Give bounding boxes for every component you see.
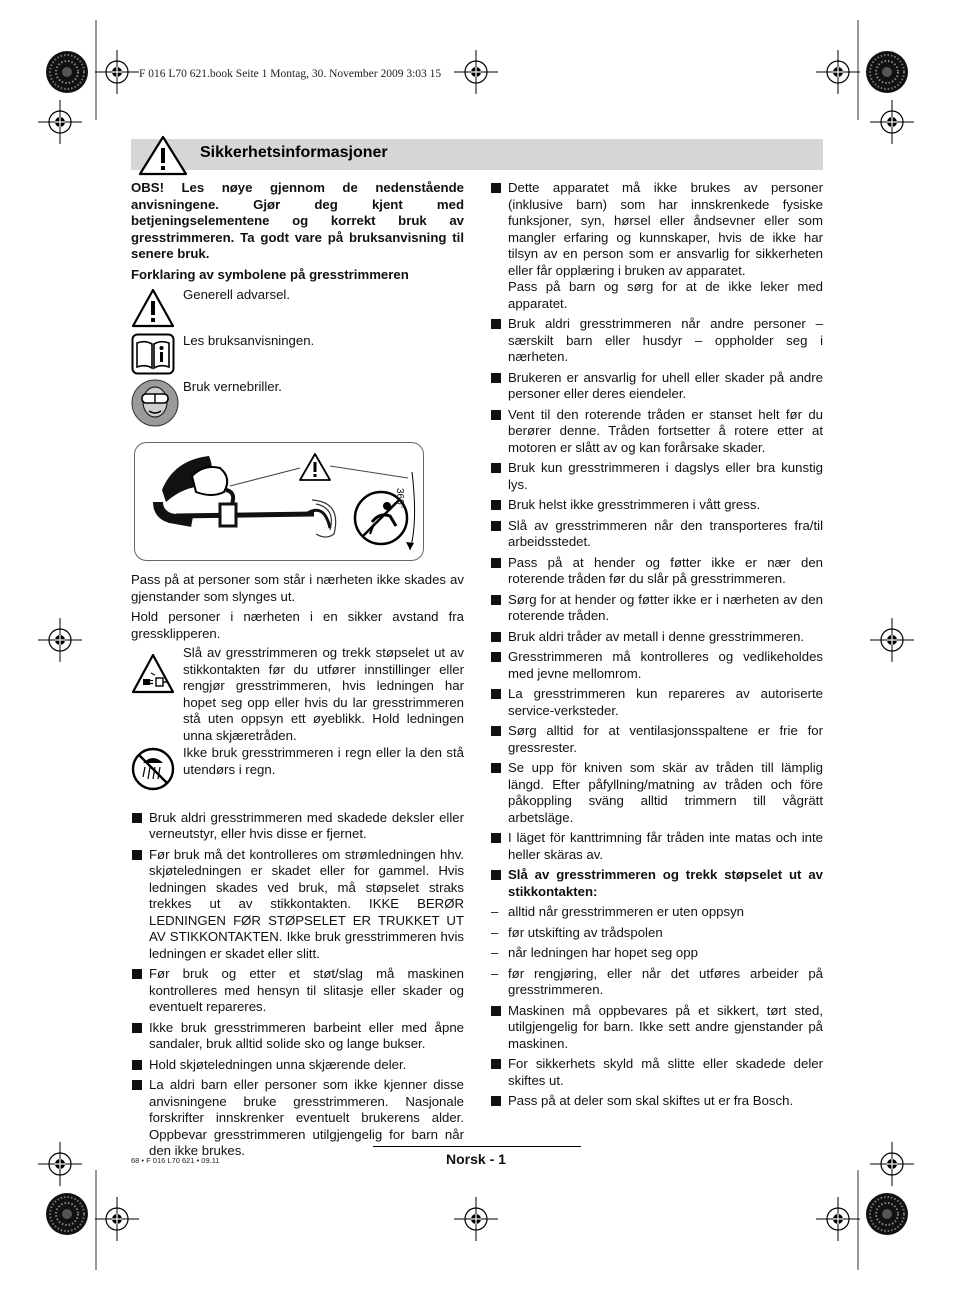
symbol-row [131, 379, 464, 435]
list-item: Ikke bruk gresstrimmeren barbeint eller med åpne sandaler, bruk alltid solide sko og lange bukser. [131, 1020, 464, 1053]
no-rain-icon [131, 747, 175, 791]
list-item: Før bruk og etter et støt/slag må maskinen kontrolleres med hensyn til slitasje eller skader og eventuelt repareres. [131, 966, 464, 1016]
list-item: Pass på at deler som skal skiftes ut er fra Bosch. [490, 1093, 823, 1110]
left-column [131, 180, 464, 1164]
list-item: Dette apparatet må ikke brukes av personer (inklusive barn) som har innskrenkede fysiske funksjoner, syn, hørsel eller åndsevner eller som mangler erfaring og kunnskaper, hvis de ikke har tilsyn av en person som er ansvarlig for sikkerheten eller får opplæring i bruken av apparatet. [490, 180, 823, 279]
list-item-bold: Slå av gresstrimmeren og trekk støpselet ut av stikkontakten: [490, 867, 823, 900]
rain-warning [131, 745, 464, 796]
rotation-angle-label: 360° [394, 488, 405, 509]
dash-item: – når ledningen har hopet seg opp [490, 945, 823, 962]
children-note: Pass på barn og sørg for at de ikke leker med apparatet. [508, 279, 823, 311]
list-item: Gresstrimmeren må kontrolleres og vedlikeholdes med jevne mellomrom. [490, 649, 823, 682]
symbol-row [131, 287, 464, 333]
symbol-text: Bruk vernebriller. [183, 379, 282, 394]
list-item: Pass på at hender og føtter ikke er nær den roterende tråden før du slår på gresstrimmeren. [490, 555, 823, 588]
goggles-icon [131, 379, 179, 427]
list-item: Se upp för kniven som skär av tråden till lämplig längd. Efter påfyllning/matning av tråden och före påkoppling sväng alltid trimmern till vågrätt arbetsläge. [490, 760, 823, 826]
trimmer-illustration [134, 442, 430, 562]
list-item: Bruk kun gresstrimmeren i dagslys eller bra kunstig lys. [490, 460, 823, 493]
list-item: Bruk aldri tråder av metall i denne gresstrimmeren. [490, 629, 823, 646]
list-item: Brukeren er ansvarlig for uhell eller skader på andre personer eller deres eiendeler. [490, 370, 823, 403]
paragraph: Hold personer i nærheten i en sikker avstand fra gressklipperen. [131, 609, 464, 641]
list-item: Bruk aldri gresstrimmeren når andre personer – særskilt barn eller husdyr – oppholder seg i nærheten. [490, 316, 823, 366]
intro-text: OBS! Les nøye gjennom de nedenstående anvisningene. Gjør deg kjent med betjeningselementene og korrekt bruk av gresstrimmeren. Ta godt vare på bruksanvisning til senere bruk. [131, 180, 464, 261]
list-item: Sørg alltid for at ventilasjonsspaltene er frie for gressrester. [490, 723, 823, 756]
book-info: F 016 L70 621.book Seite 1 Montag, 30. November 2009 3:03 15 [139, 68, 442, 80]
dash-item: – før utskifting av trådspolen [490, 925, 823, 942]
list-item: For sikkerhets skyld må slitte eller skadede deler skiftes ut. [490, 1056, 823, 1089]
dash-item: – før rengjøring, eller når det utføres arbeider på gresstrimmeren. [490, 966, 823, 999]
manual-icon [131, 333, 175, 375]
list-item: La gresstrimmeren kun repareres av autoriserte service-verksteder. [490, 686, 823, 719]
trimmer-diagram [134, 442, 430, 562]
unplug-warning-icon [131, 653, 175, 695]
right-column [490, 180, 823, 1114]
symbol-text: Les bruksanvisningen. [183, 333, 315, 348]
symbol-text: Generell advarsel. [183, 287, 291, 302]
list-item: Før bruk må det kontrolleres om strømledningen hhv. skjøteledningen er skadet eller for gammel. Hvis ledningen skades ved bruk, må støpselet straks trekkes ut av stikkontakten. IKKE BERØR LEDNINGEN FØR STØPSELET ER TRUKKET UT AV STIKKONTAKTEN. Ikke bruk gresstrimmeren hvis ledningen er skadet eller slitt. [131, 847, 464, 963]
dash-item: – alltid når gresstrimmeren er uten oppsyn [490, 904, 823, 921]
warning-triangle-icon [131, 287, 175, 329]
symbol-row [131, 333, 464, 379]
symbols-heading: Forklaring av symbolene på gresstrimmeren [131, 266, 409, 282]
page-title: Sikkerhetsinformasjoner [200, 144, 388, 161]
unplug-warning [131, 645, 464, 744]
footer-rule [373, 1146, 581, 1147]
list-item: I läget för kanttrimning får tråden inte matas och inte heller skäras av. [490, 830, 823, 863]
unplug-warning-text: Slå av gresstrimmeren og trekk støpselet ut av stikkontakten før du utfører innstillinger eller rengjør gresstrimmeren, hvis ledningen har hopet seg opp eller hvis du lar gresstrimmeren stå uten oppsyn ett øyeblikk. Hold ledningen unna skjæretråden. [183, 645, 464, 743]
list-item: Sørg for at hender og føtter ikke er i nærheten av den roterende tråden. [490, 592, 823, 625]
list-item: La aldri barn eller personer som ikke kjenner disse anvisningene bruke gresstrimmeren. Nasjonale forskrifter innskrenker eventuelt brukerens alder. Oppbevar gresstrimmeren utilgjengelig for barn når den ikke brukes. [131, 1077, 464, 1160]
rain-warning-text: Ikke bruk gresstrimmeren i regn eller la den stå utendørs i regn. [183, 745, 464, 777]
list-item: Maskinen må oppbevares på et sikkert, tørt sted, utilgjengelig for barn. Ikke sett andre gjenstander på maskinen. [490, 1003, 823, 1053]
page-number: Norsk - 1 [446, 1151, 506, 1167]
warning-triangle-icon [137, 134, 189, 176]
list-item: Bruk aldri gresstrimmeren med skadede deksler eller verneutstyr, eller hvis disse er fjernet. [131, 810, 464, 843]
list-item: Slå av gresstrimmeren når den transporteres fra/til arbeidsstedet. [490, 518, 823, 551]
footer-code: 68 • F 016 L70 621 • 09.11 [131, 1156, 220, 1165]
paragraph: Pass på at personer som står i nærheten ikke skades av gjenstander som slynges ut. [131, 572, 464, 604]
list-item: Vent til den roterende tråden er stanset helt før du berører denne. Tråden fortsetter å rotere etter at motoren er slått av og kan forårsake skader. [490, 407, 823, 457]
list-item: Bruk helst ikke gresstrimmeren i vått gress. [490, 497, 823, 514]
list-item: Hold skjøteledningen unna skjærende deler. [131, 1057, 464, 1074]
